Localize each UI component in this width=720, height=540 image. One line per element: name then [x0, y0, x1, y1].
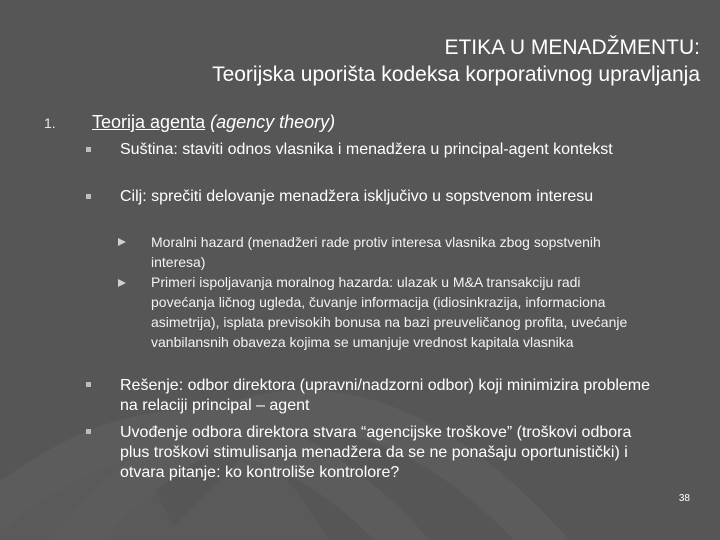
bullet-agency-costs: Uvođenje odbora direktora stvara “agencijske troškove” (troškovi odbora plus troškovi stimulisanja menadžera da se ne ponašaju oportunistički) i otvara pitanje: ko kontroliše kontrolore?: [120, 424, 632, 481]
sub-bullet-moral-hazard: Moralni hazard (menadžeri rade protiv interesa vlasnika zbog sopstvenih interesa): [151, 234, 601, 270]
bullet-goal: Cilj: sprečiti delovanje menadžera isključivo u sopstvenom interesu: [120, 188, 594, 205]
square-bullet-icon: [86, 194, 91, 199]
square-bullet-icon: [86, 429, 91, 434]
page-number: 38: [678, 493, 690, 504]
sub-bullet-examples: Primeri ispoljavanja moralnog hazarda: ulazak u M&A transakciju radi povećanja ličnog ugleda, čuvanje informacija (idiosinkrazija, informaciona asimetrija), isplata previsokih bonusa na bazi preuveličanog profita, uvećanje vanbilansnih obaveza kojima se umanjuje vrednost kapitala vlasnika: [151, 274, 628, 350]
slide-title: [60, 34, 700, 88]
triangle-bullet-icon: [118, 238, 126, 246]
heading-english: (agency theory): [210, 112, 336, 132]
square-bullet-icon: [86, 382, 91, 387]
bullet-solution: Rešenje: odbor direktora (upravni/nadzorni odbor) koji minimizira probleme na relaciji principal – agent: [120, 377, 651, 414]
title-line-2: Teorijska uporišta kodeksa korporativnog upravljanja: [212, 63, 700, 86]
title-line-1: ETIKA U MENADŽMENTU:: [444, 36, 700, 59]
square-bullet-icon: [86, 147, 91, 152]
triangle-bullet-icon: [118, 279, 126, 287]
bullet-essence: Suština: staviti odnos vlasnika i menadžera u principal-agent kontekst: [120, 141, 613, 158]
list-number: 1.: [44, 115, 56, 131]
section-heading: [92, 112, 335, 133]
heading-term: Teorija agenta: [92, 112, 206, 132]
